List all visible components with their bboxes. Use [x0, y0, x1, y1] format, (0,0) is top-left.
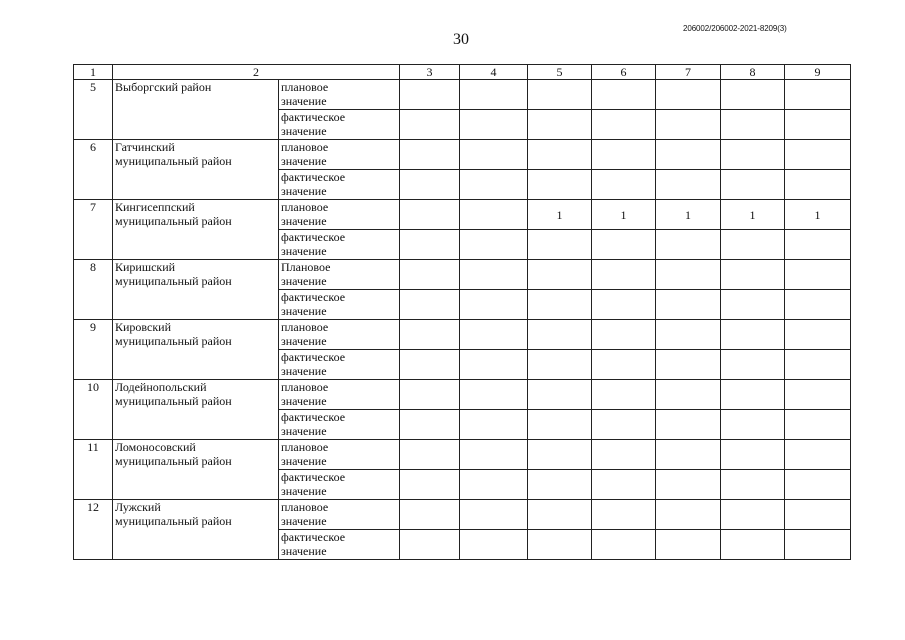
fact-value-cell	[460, 290, 528, 320]
plan-value-cell	[656, 80, 721, 110]
column-header: 9	[785, 65, 851, 80]
fact-value-cell	[656, 350, 721, 380]
plan-label: плановое значение	[279, 440, 400, 470]
plan-value-cell	[721, 380, 785, 410]
column-header: 8	[721, 65, 785, 80]
row-number: 7	[74, 200, 113, 260]
plan-label: плановое значение	[279, 200, 400, 230]
plan-value-cell	[592, 500, 656, 530]
plan-value-cell	[400, 380, 460, 410]
fact-label: фактическое значение	[279, 530, 400, 560]
plan-value-cell	[721, 320, 785, 350]
fact-value-cell	[460, 170, 528, 200]
fact-value-cell	[721, 230, 785, 260]
plan-value-cell	[528, 380, 592, 410]
plan-value-cell	[656, 140, 721, 170]
table-row-plan	[74, 260, 851, 290]
district-name: Выборгский район	[113, 80, 279, 140]
fact-value-cell	[400, 410, 460, 440]
fact-value-cell	[721, 530, 785, 560]
fact-value-cell	[721, 110, 785, 140]
fact-value-cell	[528, 410, 592, 440]
fact-value-cell	[785, 470, 851, 500]
plan-value-cell	[400, 320, 460, 350]
table-row-plan	[74, 380, 851, 410]
table-row-plan	[74, 80, 851, 110]
fact-value-cell	[592, 170, 656, 200]
fact-value-cell	[400, 350, 460, 380]
fact-value-cell	[400, 230, 460, 260]
plan-value-cell	[656, 500, 721, 530]
plan-value-cell	[400, 500, 460, 530]
fact-value-cell	[656, 110, 721, 140]
fact-value-cell	[656, 410, 721, 440]
fact-label: фактическое значение	[279, 230, 400, 260]
fact-value-cell	[460, 530, 528, 560]
fact-value-cell	[721, 170, 785, 200]
fact-value-cell	[656, 230, 721, 260]
fact-value-cell	[721, 470, 785, 500]
fact-value-cell	[528, 290, 592, 320]
plan-value-cell	[721, 140, 785, 170]
plan-value-cell	[460, 320, 528, 350]
fact-value-cell	[400, 110, 460, 140]
header-row	[74, 65, 851, 80]
plan-value-cell	[592, 320, 656, 350]
district-name: Кингисеппский муниципальный район	[113, 200, 279, 260]
row-number: 5	[74, 80, 113, 140]
plan-value-cell	[528, 320, 592, 350]
column-header: 1	[74, 65, 113, 80]
fact-value-cell	[528, 230, 592, 260]
fact-value-cell	[460, 350, 528, 380]
fact-value-cell	[460, 230, 528, 260]
fact-value-cell	[400, 290, 460, 320]
plan-value-cell	[400, 440, 460, 470]
column-header: 4	[460, 65, 528, 80]
fact-value-cell	[528, 350, 592, 380]
plan-value-cell	[460, 440, 528, 470]
fact-label: фактическое значение	[279, 350, 400, 380]
plan-value-cell	[460, 80, 528, 110]
fact-label: фактическое значение	[279, 110, 400, 140]
table-row-plan	[74, 440, 851, 470]
fact-value-cell	[592, 530, 656, 560]
table-row-plan	[74, 200, 851, 230]
fact-value-cell	[656, 530, 721, 560]
fact-value-cell	[528, 530, 592, 560]
plan-value-cell	[400, 140, 460, 170]
district-name: Кировский муниципальный район	[113, 320, 279, 380]
fact-value-cell	[592, 230, 656, 260]
plan-value-cell: 1	[592, 200, 656, 230]
fact-value-cell	[460, 470, 528, 500]
fact-value-cell	[785, 110, 851, 140]
plan-value-cell	[785, 260, 851, 290]
plan-value-cell	[721, 440, 785, 470]
fact-value-cell	[785, 290, 851, 320]
fact-value-cell	[656, 290, 721, 320]
fact-value-cell	[592, 410, 656, 440]
fact-value-cell	[721, 350, 785, 380]
plan-value-cell: 1	[528, 200, 592, 230]
fact-label: фактическое значение	[279, 410, 400, 440]
fact-label: фактическое значение	[279, 470, 400, 500]
fact-value-cell	[785, 410, 851, 440]
plan-value-cell	[460, 260, 528, 290]
district-name: Лодейнопольский муниципальный район	[113, 380, 279, 440]
indicator-table	[73, 64, 851, 560]
fact-value-cell	[656, 170, 721, 200]
column-header: 2	[113, 65, 400, 80]
fact-value-cell	[592, 350, 656, 380]
plan-value-cell	[721, 500, 785, 530]
table-row-plan	[74, 140, 851, 170]
fact-value-cell	[460, 110, 528, 140]
plan-label: Плановое значение	[279, 260, 400, 290]
plan-value-cell	[656, 380, 721, 410]
row-number: 11	[74, 440, 113, 500]
plan-value-cell	[528, 80, 592, 110]
plan-value-cell	[460, 140, 528, 170]
plan-value-cell	[785, 440, 851, 470]
plan-label: плановое значение	[279, 320, 400, 350]
plan-value-cell	[460, 200, 528, 230]
district-name: Ломоносовский муниципальный район	[113, 440, 279, 500]
fact-value-cell	[528, 110, 592, 140]
plan-value-cell: 1	[785, 200, 851, 230]
plan-value-cell	[528, 500, 592, 530]
column-header: 5	[528, 65, 592, 80]
row-number: 10	[74, 380, 113, 440]
row-number: 6	[74, 140, 113, 200]
fact-value-cell	[592, 110, 656, 140]
plan-value-cell	[460, 500, 528, 530]
fact-value-cell	[400, 470, 460, 500]
plan-value-cell	[528, 260, 592, 290]
column-header: 6	[592, 65, 656, 80]
fact-value-cell	[528, 170, 592, 200]
plan-value-cell	[592, 380, 656, 410]
fact-value-cell	[592, 470, 656, 500]
plan-value-cell: 1	[721, 200, 785, 230]
plan-value-cell	[528, 140, 592, 170]
fact-value-cell	[721, 410, 785, 440]
table-row-plan	[74, 500, 851, 530]
plan-value-cell	[592, 260, 656, 290]
plan-label: плановое значение	[279, 380, 400, 410]
fact-value-cell	[785, 230, 851, 260]
fact-value-cell	[400, 170, 460, 200]
row-number: 8	[74, 260, 113, 320]
plan-value-cell	[592, 140, 656, 170]
plan-value-cell: 1	[656, 200, 721, 230]
plan-value-cell	[656, 440, 721, 470]
fact-label: фактическое значение	[279, 290, 400, 320]
plan-value-cell	[400, 200, 460, 230]
fact-value-cell	[656, 470, 721, 500]
plan-value-cell	[460, 380, 528, 410]
plan-value-cell	[721, 80, 785, 110]
plan-label: плановое значение	[279, 140, 400, 170]
column-header: 3	[400, 65, 460, 80]
row-number: 12	[74, 500, 113, 560]
district-name: Киришский муниципальный район	[113, 260, 279, 320]
plan-value-cell	[721, 260, 785, 290]
fact-value-cell	[528, 470, 592, 500]
document-code: 206002/206002-2021-8209(3)	[683, 24, 787, 33]
column-header: 7	[656, 65, 721, 80]
plan-label: плановое значение	[279, 80, 400, 110]
plan-value-cell	[592, 80, 656, 110]
table-body	[74, 65, 851, 560]
plan-value-cell	[400, 260, 460, 290]
fact-value-cell	[592, 290, 656, 320]
fact-value-cell	[785, 170, 851, 200]
page-number: 30	[453, 31, 469, 48]
plan-value-cell	[785, 500, 851, 530]
plan-value-cell	[592, 440, 656, 470]
fact-value-cell	[785, 350, 851, 380]
plan-value-cell	[656, 260, 721, 290]
table-row-plan	[74, 320, 851, 350]
row-number: 9	[74, 320, 113, 380]
plan-value-cell	[400, 80, 460, 110]
fact-value-cell	[460, 410, 528, 440]
district-name: Лужский муниципальный район	[113, 500, 279, 560]
fact-label: фактическое значение	[279, 170, 400, 200]
plan-label: плановое значение	[279, 500, 400, 530]
fact-value-cell	[785, 530, 851, 560]
fact-value-cell	[721, 290, 785, 320]
plan-value-cell	[528, 440, 592, 470]
plan-value-cell	[785, 380, 851, 410]
plan-value-cell	[656, 320, 721, 350]
plan-value-cell	[785, 140, 851, 170]
district-name: Гатчинский муниципальный район	[113, 140, 279, 200]
fact-value-cell	[400, 530, 460, 560]
plan-value-cell	[785, 80, 851, 110]
plan-value-cell	[785, 320, 851, 350]
